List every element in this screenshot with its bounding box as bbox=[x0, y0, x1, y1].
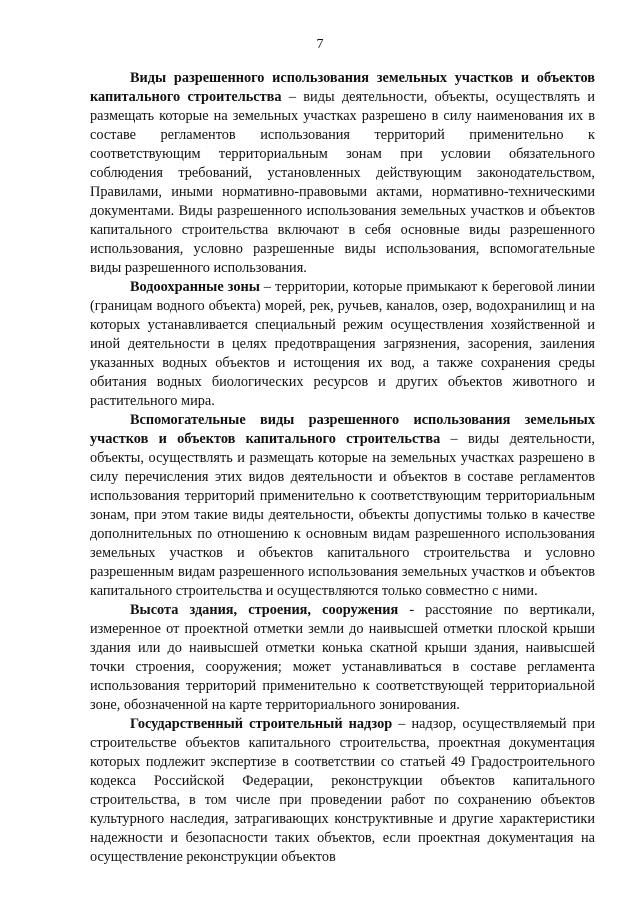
definition-text: – виды деятельности, объекты, осуществлять и размещать которые на земельных участках разрешено в силу перечисления этих видов деятельности и объектов в составе регламентов использования территорий применительно к соответствующим территориальным зонам, при этом такие виды деятельности, объекты допустимы только в качестве дополнительных по отношению к основным видам разрешенного использования земельных участков и объектов капитального строительства и условно разрешенным видам разрешенного использования земельных участков и объектов капитального строительства и осуществляются только совместно с ними. bbox=[90, 431, 595, 599]
document-body bbox=[90, 69, 595, 867]
defined-term: Государственный строительный надзор bbox=[130, 716, 393, 732]
defined-term: Водоохранные зоны bbox=[130, 279, 260, 295]
defined-term: Виды разрешенного использования земельных участков и объектов капитального строительства bbox=[90, 70, 595, 105]
defined-term: Вспомогательные виды разрешенного использования земельных участков и объектов капитального строительства bbox=[90, 412, 595, 447]
definition-text: - расстояние по вертикали, измеренное от проектной отметки земли до наивысшей отметки плоской крыши здания или до наивысшей отметки конька скатной крыши здания, наивысшей точки строения, сооружения; может устанавливаться в составе регламента использования территорий применительно к соответствующей территориальной зоне, обозначенной на карте территориального зонирования. bbox=[90, 602, 595, 713]
definition-text: – виды деятельности, объекты, осуществлять и размещать которые на земельных участках разрешено в силу наименования их в составе регламентов использования территорий применительно к соответствующим территориальным зонам при условии обязательного соблюдения требований, установленных действующим законодательством, Правилами, иными нормативно-правовыми актами, нормативно-техническими документами. Виды разрешенного использования земельных участков и объектов капитального строительства включают в себя основные виды разрешенного использования, условно разрешенные виды использования, вспомогательные виды разрешенного использования. bbox=[90, 89, 595, 276]
definition-paragraph bbox=[90, 69, 595, 278]
definition-text: – надзор, осуществляемый при строительстве объектов капитального строительства, проектная документация которых подлежит экспертизе в соответствии со статьей 49 Градостроительного кодекса Российской Федерации, реконструкции объектов капитального строительства, в том числе при проведении работ по сохранению объектов культурного наследия, затрагивающих конструктивные и другие характеристики надежности и безопасности таких объектов, если проектная документация на осуществление реконструкции объектов bbox=[90, 716, 595, 865]
definition-paragraph bbox=[90, 278, 595, 411]
defined-term: Высота здания, строения, сооружения bbox=[130, 602, 399, 618]
definition-paragraph bbox=[90, 601, 595, 715]
definition-text: – территории, которые примыкают к береговой линии (границам водного объекта) морей, рек, ручьев, каналов, озер, водохранилищ и на которых устанавливается специальный режим осуществления хозяйственной и иной деятельности в целях предотвращения загрязнения, засорения, заиления указанных водных объектов и истощения их вод, а также сохранения среды обитания водных биологических ресурсов и других объектов животного и растительного мира. bbox=[90, 279, 595, 409]
definition-paragraph bbox=[90, 411, 595, 601]
page-number: 7 bbox=[316, 37, 324, 52]
definition-paragraph bbox=[90, 715, 595, 867]
